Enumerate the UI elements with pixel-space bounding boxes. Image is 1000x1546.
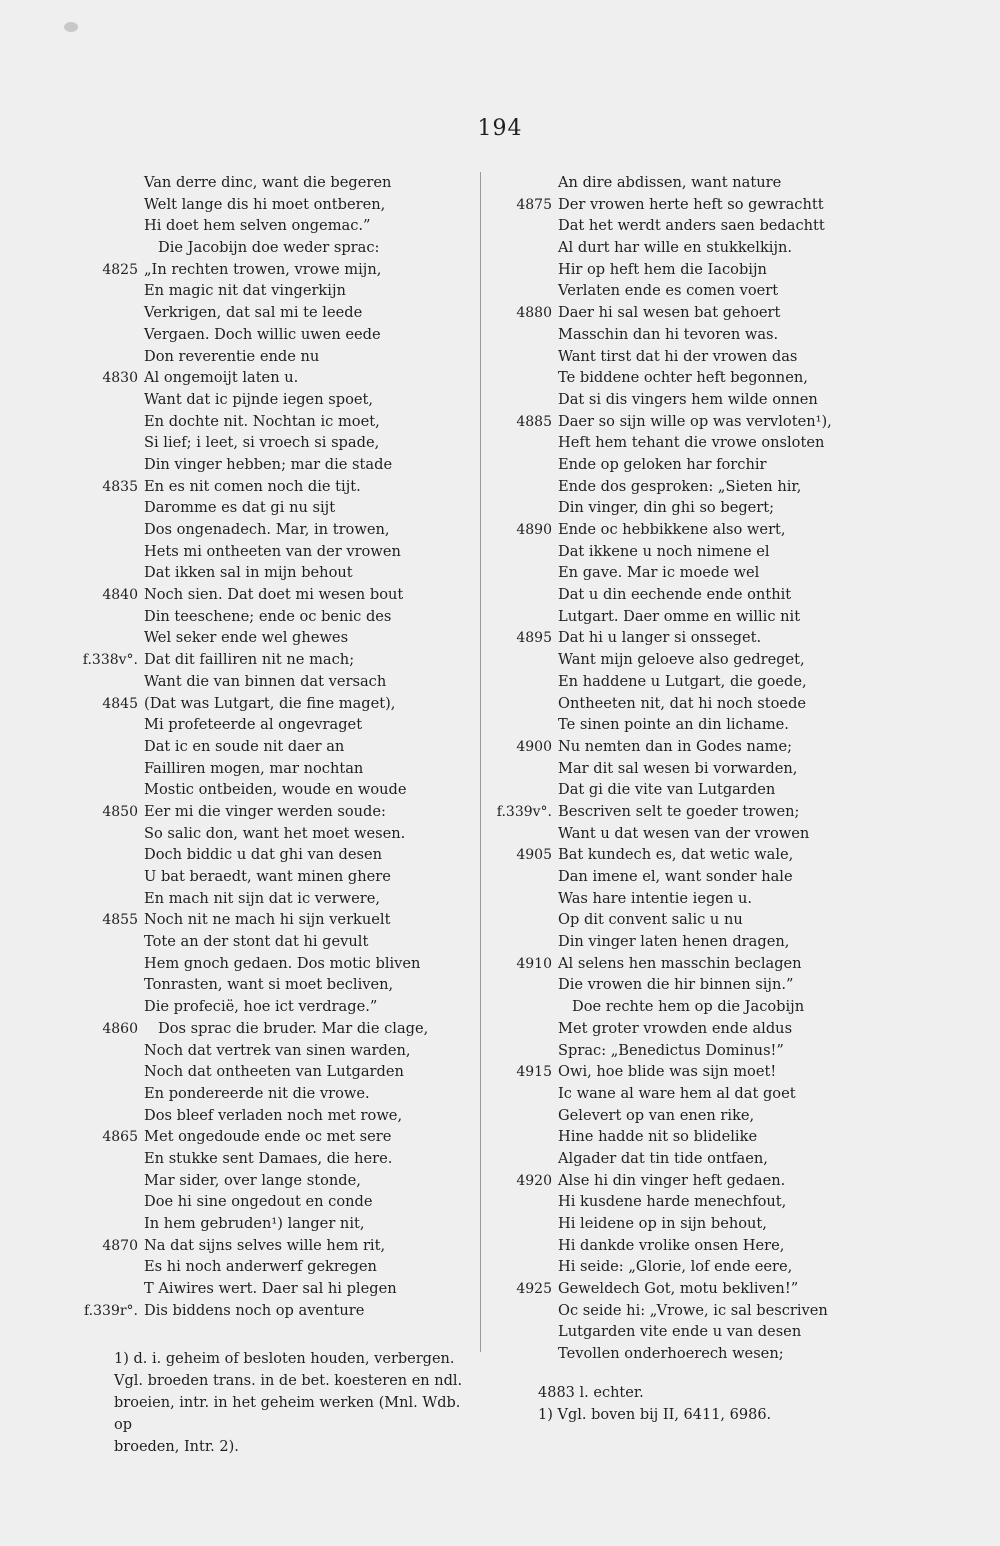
verse-text: Bescriven selt te goeder trowen; xyxy=(558,802,800,820)
footnotes-left xyxy=(114,1348,482,1458)
verse-text: Nu nemten dan in Godes name; xyxy=(558,737,793,755)
verse-text: Want tirst dat hi der vrowen das xyxy=(558,347,798,365)
verse-line xyxy=(80,1083,480,1105)
line-number: 4825 xyxy=(102,261,138,278)
verse-text: Geweldech Got, motu bekliven!” xyxy=(558,1280,799,1298)
verse-text: T Aiwires wert. Daer sal hi plegen xyxy=(144,1280,397,1298)
verse-text: Din vinger hebben; mar die stade xyxy=(144,455,393,473)
verse-line xyxy=(80,1278,480,1300)
verse-line xyxy=(80,172,480,194)
verse-text: Ic wane al ware hem al dat goet xyxy=(558,1084,796,1102)
verse-line xyxy=(494,1235,894,1257)
verse-line xyxy=(80,1126,480,1148)
verse-line xyxy=(494,931,894,953)
verse-text: Bat kundech es, dat wetic wale, xyxy=(558,846,794,864)
line-number: 4925 xyxy=(516,1281,552,1298)
verse-line xyxy=(80,823,480,845)
verse-line xyxy=(494,714,894,736)
line-number: 4900 xyxy=(516,738,552,755)
verse-line xyxy=(494,324,894,346)
verse-text: Si lief; i leet, si vroech si spade, xyxy=(144,434,380,452)
verse-line xyxy=(494,953,894,975)
footnote-line: broeien, intr. in het geheim werken (Mnl. Wdb. op xyxy=(114,1395,461,1433)
verse-line xyxy=(80,562,480,584)
verse-line xyxy=(80,888,480,910)
verse-text: Alse hi din vinger heft gedaen. xyxy=(558,1171,786,1189)
verse-text: Dat ic en soude nit daer an xyxy=(144,737,345,755)
line-number: 4910 xyxy=(516,955,552,972)
verse-line xyxy=(494,996,894,1018)
verse-text: In hem gebruden¹) langer nit, xyxy=(144,1215,365,1232)
verse-text: Din teeschene; ende oc benic des xyxy=(144,607,392,625)
verse-line xyxy=(494,823,894,845)
footnotes-right xyxy=(538,1382,918,1426)
verse-text: Doe hi sine ongedout en conde xyxy=(144,1193,373,1211)
verse-line xyxy=(494,1126,894,1148)
verse-text: Verkrigen, dat sal mi te leede xyxy=(144,304,363,322)
verse-line xyxy=(80,389,480,411)
verse-text: Dos ongenadech. Mar, in trowen, xyxy=(144,521,390,538)
line-number: 4855 xyxy=(102,912,138,929)
verse-text: Doe rechte hem op die Jacobijn xyxy=(572,998,805,1016)
verse-line xyxy=(80,584,480,606)
verse-text: Mi profeteerde al ongevraget xyxy=(144,716,363,734)
line-number: 4865 xyxy=(102,1129,138,1146)
verse-text: „In rechten trowen, vrowe mijn, xyxy=(144,260,382,278)
verse-line xyxy=(494,736,894,758)
verse-line xyxy=(494,1105,894,1127)
verse-text: Daromme es dat gi nu sijt xyxy=(144,499,336,517)
verse-line xyxy=(494,627,894,649)
verse-text: Te biddene ochter heft begonnen, xyxy=(558,369,808,387)
verse-line xyxy=(80,714,480,736)
page-number: 194 xyxy=(477,116,523,141)
line-number: 4830 xyxy=(102,370,138,387)
line-number: 4845 xyxy=(102,695,138,712)
verse-text: Hi leidene op in sijn behout, xyxy=(558,1215,767,1232)
verse-text: Ende op geloken har forchir xyxy=(558,455,767,473)
line-number: 4890 xyxy=(516,522,552,538)
verse-text: Want die van binnen dat versach xyxy=(144,672,387,690)
verse-text: Sprac: „Benedictus Dominus!” xyxy=(558,1041,784,1059)
verse-line xyxy=(494,432,894,454)
verse-line xyxy=(80,779,480,801)
line-number: 4905 xyxy=(516,847,552,864)
verse-line xyxy=(494,1170,894,1192)
verse-line xyxy=(80,215,480,237)
verse-text: Tevollen onderhoerech wesen; xyxy=(558,1345,784,1363)
verse-text: En magic nit dat vingerkijn xyxy=(144,282,346,300)
verse-text: (Dat was Lutgart, die fine maget), xyxy=(144,694,396,712)
verse-line xyxy=(494,974,894,996)
line-number: 4895 xyxy=(516,630,552,647)
verse-text: Want u dat wesen van der vrowen xyxy=(558,824,810,842)
verse-text: Die Jacobijn doe weder sprac: xyxy=(158,239,380,257)
verse-line xyxy=(494,909,894,931)
verse-line xyxy=(80,237,480,259)
verse-line xyxy=(494,888,894,910)
verse-text: Hi kusdene harde menechfout, xyxy=(558,1193,787,1211)
verse-text: Die profecië, hoe ict verdrage.” xyxy=(144,998,378,1016)
verse-line xyxy=(80,1300,480,1322)
verse-line xyxy=(80,844,480,866)
verse-text: Op dit convent salic u nu xyxy=(558,911,743,929)
verse-text: Es hi noch anderwerf gekregen xyxy=(144,1258,377,1276)
verse-line xyxy=(494,237,894,259)
line-number: 4850 xyxy=(102,803,138,820)
line-number: 4835 xyxy=(102,478,138,495)
verse-text: Failliren mogen, mar nochtan xyxy=(144,759,364,777)
verse-line xyxy=(494,1083,894,1105)
verse-text: En dochte nit. Nochtan ic moet, xyxy=(144,412,380,430)
verse-text: En es nit comen noch die tijt. xyxy=(144,477,361,495)
verse-text: Lutgart. Daer omme en willic nit xyxy=(558,607,801,625)
verse-line xyxy=(80,974,480,996)
verse-text: Mostic ontbeiden, woude en woude xyxy=(144,781,407,799)
verse-text: Algader dat tin tide ontfaen, xyxy=(558,1149,768,1167)
verse-line xyxy=(80,758,480,780)
verse-text: Al ongemoijt laten u. xyxy=(144,369,299,387)
verse-line xyxy=(494,693,894,715)
verse-text: Der vrowen herte heft so gewrachtt xyxy=(558,195,824,213)
right-column xyxy=(494,172,894,1365)
verse-line xyxy=(80,302,480,324)
verse-text: Hi dankde vrolike onsen Here, xyxy=(558,1236,785,1254)
verse-text: Ontheeten nit, dat hi noch stoede xyxy=(558,694,807,712)
verse-text: Dos sprac die bruder. Mar die clage, xyxy=(158,1019,429,1037)
verse-text: Noch nit ne mach hi sijn verkuelt xyxy=(144,911,391,929)
verse-text: Hi seide: „Glorie, lof ende eere, xyxy=(558,1258,793,1276)
line-number: 4915 xyxy=(516,1064,552,1081)
verse-line xyxy=(80,1213,480,1235)
verse-line xyxy=(80,1061,480,1083)
footnote-line: 1) Vgl. boven bij II, 6411, 6986. xyxy=(538,1407,772,1423)
verse-text: Dan imene el, want sonder hale xyxy=(558,868,793,885)
verse-line xyxy=(494,389,894,411)
verse-line xyxy=(80,259,480,281)
verse-text: Ende dos gesproken: „Sieten hir, xyxy=(558,477,802,495)
line-number: 4885 xyxy=(516,413,552,430)
verse-line xyxy=(494,1148,894,1170)
verse-line xyxy=(80,627,480,649)
verse-text: Die vrowen die hir binnen sijn.” xyxy=(558,976,794,994)
verse-line xyxy=(494,411,894,433)
verse-text: En stukke sent Damaes, die here. xyxy=(144,1149,393,1167)
verse-line xyxy=(80,736,480,758)
verse-line xyxy=(494,844,894,866)
verse-text: En haddene u Lutgart, die goede, xyxy=(558,672,807,690)
verse-line xyxy=(80,1170,480,1192)
verse-text: En gave. Mar ic moede wel xyxy=(558,564,760,582)
verse-line xyxy=(80,671,480,693)
page-smudge xyxy=(64,22,78,32)
verse-line xyxy=(494,1321,894,1343)
line-number: 4875 xyxy=(516,196,552,213)
line-number: 4860 xyxy=(102,1020,138,1037)
verse-line xyxy=(494,1343,894,1365)
verse-text: Gelevert op van enen rike, xyxy=(558,1106,755,1124)
verse-line xyxy=(494,866,894,888)
verse-text: Hine hadde nit so blidelike xyxy=(558,1128,758,1146)
verse-text: Noch sien. Dat doet mi wesen bout xyxy=(144,586,404,604)
verse-text: Verlaten ende es comen voert xyxy=(558,282,779,300)
verse-text: Doch biddic u dat ghi van desen xyxy=(144,846,382,864)
verse-text: Al durt har wille en stukkelkijn. xyxy=(558,239,793,257)
verse-text: Dat ikken sal in mijn behout xyxy=(144,564,353,582)
verse-line xyxy=(494,476,894,498)
verse-text: Dat u din eechende ende onthit xyxy=(558,586,792,604)
line-number: 4870 xyxy=(102,1237,138,1254)
verse-line xyxy=(494,758,894,780)
verse-line xyxy=(494,541,894,563)
footnote-line: 4883 l. echter. xyxy=(538,1385,644,1401)
line-number: 4880 xyxy=(516,305,552,322)
verse-line xyxy=(80,1105,480,1127)
verse-line xyxy=(80,1018,480,1040)
verse-line xyxy=(80,519,480,541)
verse-line xyxy=(80,280,480,302)
verse-line xyxy=(80,454,480,476)
verse-line xyxy=(494,562,894,584)
verse-line xyxy=(80,194,480,216)
verse-line xyxy=(80,693,480,715)
verse-text: Want dat ic pijnde iegen spoet, xyxy=(144,390,373,408)
verse-text: Want mijn geloeve also gedreget, xyxy=(558,651,805,669)
verse-line xyxy=(80,996,480,1018)
verse-text: En pondereerde nit die vrowe. xyxy=(144,1084,370,1102)
verse-text: En mach nit sijn dat ic verwere, xyxy=(144,889,380,907)
verse-text: Tonrasten, want si moet becliven, xyxy=(144,976,394,994)
verse-text: Din vinger laten henen dragen, xyxy=(558,933,790,951)
line-number: 4840 xyxy=(102,587,138,604)
verse-text: Hir op heft hem die Iacobijn xyxy=(558,260,767,278)
verse-line xyxy=(494,1213,894,1235)
verse-line xyxy=(80,324,480,346)
verse-line xyxy=(494,1300,894,1322)
verse-text: Owi, hoe blide was sijn moet! xyxy=(558,1063,777,1081)
verse-text: Noch dat ontheeten van Lutgarden xyxy=(144,1063,404,1081)
verse-text: Don reverentie ende nu xyxy=(144,347,320,365)
verse-text: Ende oc hebbikkene also wert, xyxy=(558,521,786,538)
verse-line xyxy=(80,432,480,454)
verse-line xyxy=(494,584,894,606)
verse-line xyxy=(494,215,894,237)
verse-line xyxy=(80,1191,480,1213)
verse-line xyxy=(494,671,894,693)
verse-line xyxy=(494,194,894,216)
verse-text: Van derre dinc, want die begeren xyxy=(144,174,392,191)
verse-text: Hets mi ontheeten van der vrowen xyxy=(144,542,401,560)
verse-line xyxy=(494,1191,894,1213)
line-number: f.339r°. xyxy=(84,1302,138,1319)
verse-line xyxy=(494,1018,894,1040)
verse-text: Lutgarden vite ende u van desen xyxy=(558,1323,802,1341)
verse-text: Tote an der stont dat hi gevult xyxy=(144,933,369,951)
verse-text: Masschin dan hi tevoren was. xyxy=(558,325,779,343)
verse-text: Te sinen pointe an din lichame. xyxy=(558,716,789,734)
verse-text: Welt lange dis hi moet ontberen, xyxy=(144,195,386,213)
verse-text: Dat hi u langer si onsseget. xyxy=(558,629,762,647)
verse-text: Noch dat vertrek van sinen warden, xyxy=(144,1041,411,1059)
verse-line xyxy=(80,411,480,433)
verse-text: Dat gi die vite van Lutgarden xyxy=(558,781,776,799)
verse-line xyxy=(494,1278,894,1300)
verse-text: Na dat sijns selves wille hem rit, xyxy=(144,1236,386,1254)
verse-line xyxy=(494,1040,894,1062)
footnote-line: Vgl. broeden trans. in de bet. koesteren en ndl. xyxy=(114,1373,463,1389)
verse-text: Vergaen. Doch willic uwen eede xyxy=(144,325,381,343)
verse-text: Met ongedoude ende oc met sere xyxy=(144,1128,392,1146)
verse-text: Met groter vrowden ende aldus xyxy=(558,1019,793,1037)
line-number: f.339v°. xyxy=(496,803,552,820)
verse-text: Eer mi die vinger werden soude: xyxy=(144,802,386,820)
verse-line xyxy=(494,454,894,476)
verse-line xyxy=(80,953,480,975)
line-number: f.338v°. xyxy=(82,652,138,669)
verse-line xyxy=(494,649,894,671)
verse-text: Hi doet hem selven ongemac.” xyxy=(144,217,371,235)
left-column xyxy=(80,172,480,1321)
verse-text: Al selens hen masschin beclagen xyxy=(558,954,802,972)
verse-line xyxy=(80,1148,480,1170)
footnote-line: 1) d. i. geheim of besloten houden, verbergen. xyxy=(114,1351,455,1367)
footnote-line: broeden, Intr. 2). xyxy=(114,1439,239,1455)
verse-text: U bat beraedt, want minen ghere xyxy=(144,868,391,885)
verse-text: So salic don, want het moet wesen. xyxy=(144,824,406,842)
verse-line xyxy=(80,931,480,953)
verse-line xyxy=(494,1061,894,1083)
verse-text: Hem gnoch gedaen. Dos motic bliven xyxy=(144,954,421,972)
column-divider xyxy=(480,172,481,1352)
verse-line xyxy=(80,866,480,888)
line-number: 4920 xyxy=(516,1172,552,1189)
verse-text: Mar dit sal wesen bi vorwarden, xyxy=(558,759,798,777)
verse-line xyxy=(80,649,480,671)
verse-text: Dos bleef verladen noch met rowe, xyxy=(144,1106,403,1124)
verse-text: Dat ikkene u noch nimene el xyxy=(558,542,770,560)
verse-text: Dat dit failliren nit ne mach; xyxy=(144,651,355,669)
verse-line xyxy=(494,259,894,281)
verse-line xyxy=(494,172,894,194)
verse-line xyxy=(80,801,480,823)
verse-line xyxy=(80,1235,480,1257)
verse-text: Daer so sijn wille op was vervloten¹), xyxy=(558,412,832,430)
verse-line xyxy=(80,497,480,519)
verse-line xyxy=(494,497,894,519)
verse-line xyxy=(80,1040,480,1062)
verse-text: Wel seker ende wel ghewes xyxy=(144,629,349,647)
verse-line xyxy=(494,367,894,389)
verse-line xyxy=(494,346,894,368)
verse-line xyxy=(494,779,894,801)
verse-text: An dire abdissen, want nature xyxy=(558,174,782,191)
verse-text: Heft hem tehant die vrowe onsloten xyxy=(558,434,825,452)
verse-line xyxy=(80,346,480,368)
verse-line xyxy=(80,367,480,389)
verse-text: Dat si dis vingers hem wilde onnen xyxy=(558,390,818,408)
verse-line xyxy=(80,476,480,498)
verse-line xyxy=(494,280,894,302)
verse-text: Mar sider, over lange stonde, xyxy=(144,1171,361,1189)
verse-line xyxy=(494,1256,894,1278)
verse-line xyxy=(494,519,894,541)
verse-line xyxy=(494,801,894,823)
verse-line xyxy=(80,909,480,931)
verse-text: Dis biddens noch op aventure xyxy=(144,1301,365,1319)
verse-line xyxy=(80,606,480,628)
verse-line xyxy=(494,302,894,324)
verse-text: Was hare intentie iegen u. xyxy=(558,889,753,907)
verse-text: Din vinger, din ghi so begert; xyxy=(558,499,775,517)
verse-line xyxy=(80,541,480,563)
verse-text: Daer hi sal wesen bat gehoert xyxy=(558,304,781,322)
verse-line xyxy=(80,1256,480,1278)
verse-text: Oc seide hi: „Vrowe, ic sal bescriven xyxy=(558,1301,828,1319)
verse-text: Dat het werdt anders saen bedachtt xyxy=(558,217,825,235)
verse-line xyxy=(494,606,894,628)
